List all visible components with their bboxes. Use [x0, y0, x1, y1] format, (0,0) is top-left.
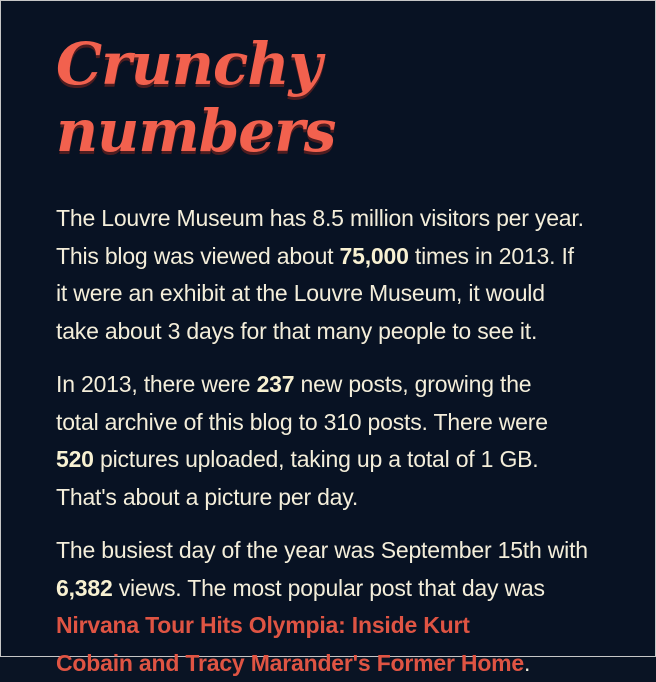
text-segment: take about 3 days for that many people to see it. — [56, 317, 538, 344]
text-line — [56, 607, 609, 645]
paragraph-posts-pictures — [56, 366, 609, 516]
popular-post-link[interactable]: Cobain and Tracy Marander's Former Home — [56, 649, 525, 676]
text-segment: That's about a picture per day. — [56, 483, 359, 510]
text-line — [56, 313, 609, 351]
stat-value-pictures-uploaded: 520 — [56, 446, 94, 473]
text-line — [56, 532, 609, 570]
stat-value-new-posts: 237 — [256, 371, 295, 398]
text-segment: total archive of this blog to 310 posts. There were — [56, 408, 548, 435]
text-segment: views. The most popular post that day was — [112, 574, 545, 601]
text-line — [56, 404, 609, 442]
text-segment: . — [524, 649, 531, 676]
text-line — [56, 570, 609, 608]
paragraph-louvre-comparison — [56, 200, 609, 350]
text-line — [56, 366, 609, 404]
text-segment: This blog was viewed about — [56, 242, 340, 269]
text-segment: it were an exhibit at the Louvre Museum, it would — [56, 280, 545, 307]
page-title: Crunchy numbers — [56, 30, 336, 165]
text-segment: new posts, growing the — [294, 371, 532, 398]
text-line — [56, 238, 609, 276]
text-segment: times in 2013. If — [408, 242, 574, 269]
text-line — [56, 441, 609, 479]
stat-value-total-views: 75,000 — [339, 242, 409, 269]
text-line — [56, 275, 609, 313]
text-line — [56, 479, 609, 517]
text-segment: pictures uploaded, taking up a total of 1 GB. — [93, 446, 539, 473]
paragraph-busiest-day — [56, 532, 609, 682]
stat-value-busiest-day-views: 6,382 — [56, 574, 113, 601]
popular-post-link[interactable]: Nirvana Tour Hits Olympia: Inside Kurt — [56, 612, 470, 639]
text-line — [56, 645, 609, 682]
text-segment: The Louvre Museum has 8.5 million visitors per year. — [56, 205, 584, 232]
crunchy-numbers-section — [1, 1, 655, 682]
text-segment: The busiest day of the year was September 15th with — [56, 537, 588, 564]
text-line — [56, 200, 609, 238]
text-segment: In 2013, there were — [56, 371, 257, 398]
